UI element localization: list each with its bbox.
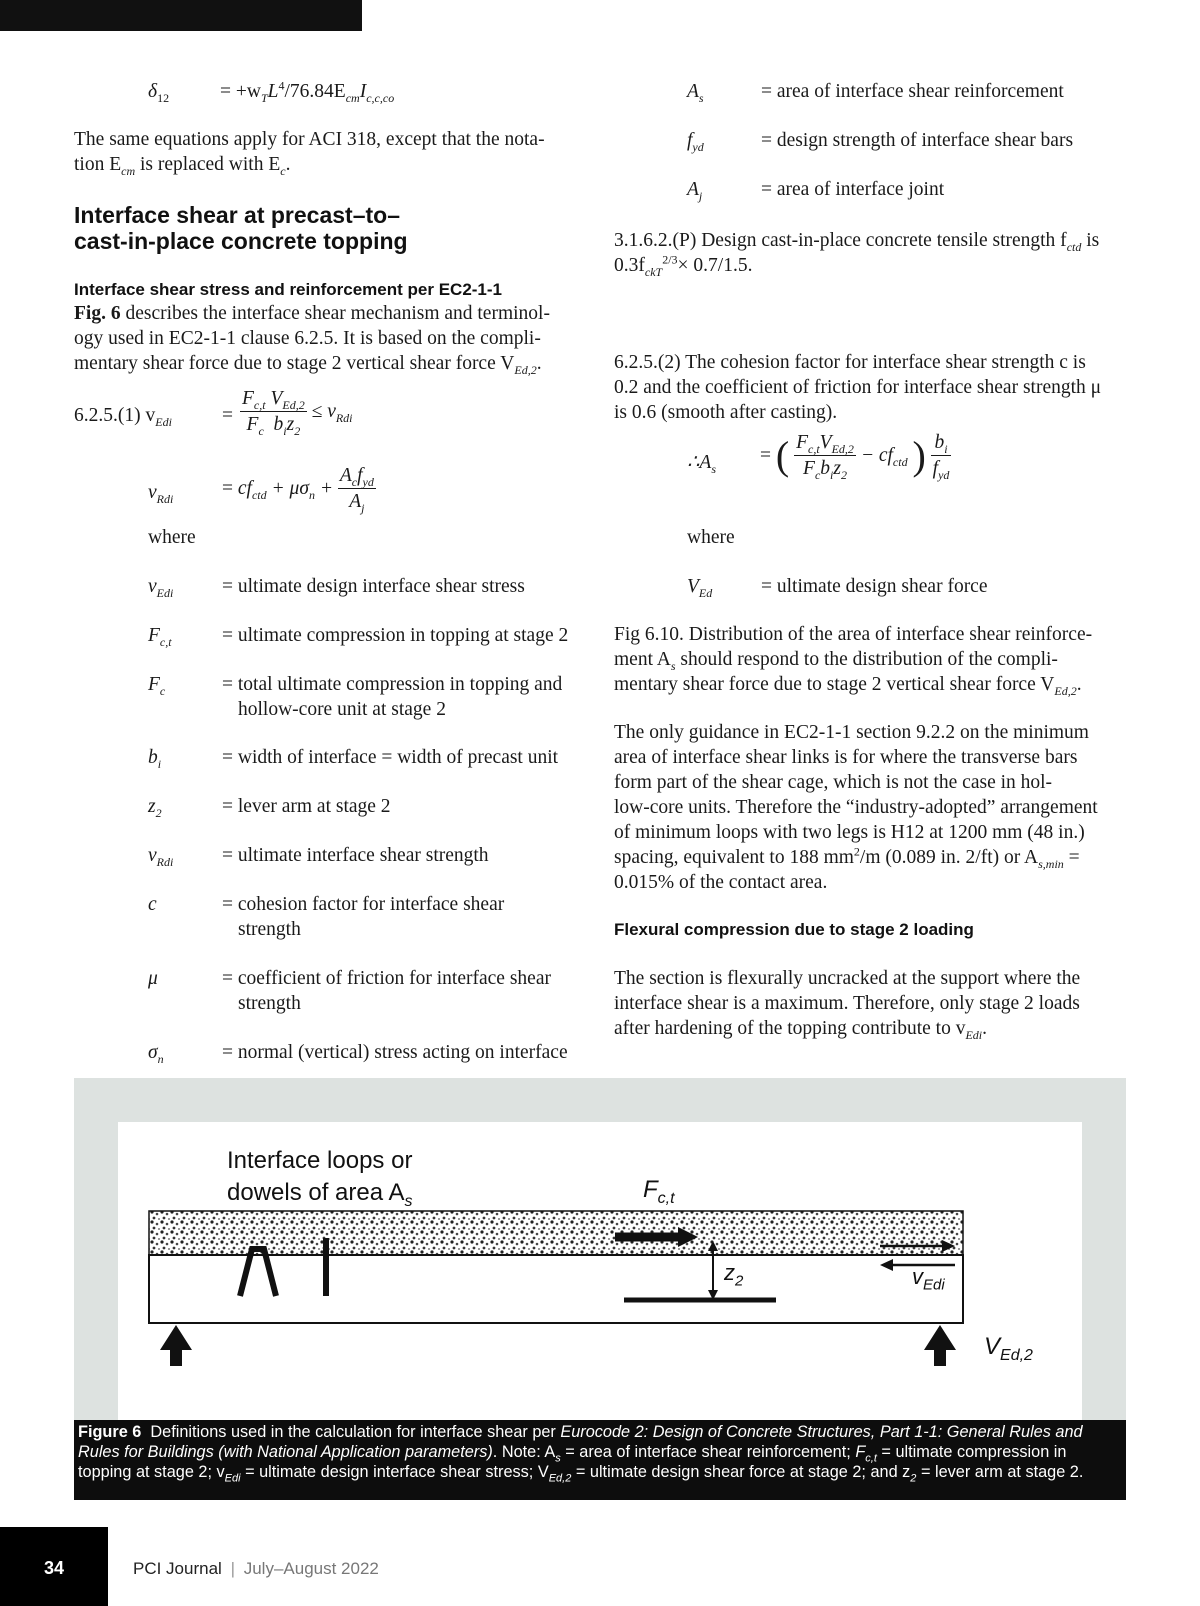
para-guidance: The only guidance in EC2-1-1 section 9.2.2 on the minimum area of interface shear links is for where the transverse bars form part of the shear cage, which is not the case in hol- low-core units. Therefore the “industry-adopted” arrangement of minimum loops with two legs is H12 at 1200 mm (48 in.) spacing, equivalent to 188 $mm^2/m$ (0.089 in. 2/ft) or $A_{s,min}$ = 0.015% of the contact area. [614, 722, 1098, 893]
label-ved2: $V_{Ed,2}$ [984, 1333, 1033, 1364]
topping-layer [149, 1211, 963, 1255]
eq1-formula: $\frac{F_{c,t} V_{Ed,2}}{F_c b_iz_2}$ ≤ $v_{Rdi}$ [242, 388, 353, 438]
para-fig6: Fig. 6 describes the interface shear mechanism and terminol- ogy used in EC2-1-1 clause 6.2.5. It is based on the compli- mentary shear force due to stage 2 vertical shear force $V_{Ed,2}$. [74, 303, 550, 377]
para-3116: 3.1.6.2.(P) Design cast-in-place concrete tensile strength $f_{ctd}$ is $0.3f_{ckT}^{2/3}\times 0.7/1.5$. [614, 230, 1100, 279]
eq3-label: $\therefore A_s$ [687, 452, 716, 476]
right-support-arrow [924, 1325, 956, 1366]
figure-caption: Figure 6 Definitions used in the calculation for interface shear per Eurocode 2: Design of Concrete Structures, Part 1-1: General Rules and Rules for Buildings (with National Application parameters). Note: $A_s$ = area of interface shear reinforcement; $F_{c,t}$ = ultimate compression in topping at stage 2; $v_{Edi}$ = ultimate design interface shear stress; $V_{Ed,2}$ = ultimate design shear force at stage 2; and $z_2$ = lever arm at stage 2. [74, 1420, 1126, 1500]
eq2-label: $v_{Rdi}$ [148, 482, 174, 506]
label-interface-loops: Interface loops or dowels of area $A_s$ [227, 1147, 413, 1210]
para-flexural: The section is flexurally uncracked at the support where the interface shear is a maximum. Therefore, only stage 2 loads after hardening of the topping contribute to $v_{Edi}$. [614, 968, 1081, 1042]
where-left: where [148, 527, 196, 548]
eq3-formula: = ( $\frac{F_{c,t}V_{Ed,2}}{F_cb_iz_2}$ − $cf_{ctd}$ ) $\frac{b_i}{f_{yd}}$ [760, 432, 950, 482]
left-support-arrow [160, 1325, 192, 1366]
section-heading: Interface shear at precast–to– cast-in-place concrete topping [74, 202, 408, 254]
eq2-formula: = $cf_{ctd} + \mu\sigma_n$ + $\frac{A_cf_{yd}}{A_j}$ [222, 465, 374, 515]
fig6-ref[interactable]: Fig. 6 [74, 303, 121, 324]
para-fig610: Fig 6.10. Distribution of the area of interface shear reinforce- ment $A_s$ should respond to the distribution of the compli- mentary shear force due to stage 2 vertical shear force $V_{Ed,2}$. [614, 624, 1093, 698]
def-ved-text: = ultimate design shear force [761, 576, 988, 597]
page-number-block [0, 1527, 108, 1606]
footer-journal: PCI Journal | July–August 2022 [133, 1559, 379, 1578]
eq1-label: 6.2.5.(1) $v_{Edi}$ [74, 405, 172, 429]
eq1-equals: = [222, 405, 233, 426]
para-aci: The same equations apply for ACI 318, except that the nota- tion $E_{cm}$ is replaced with $E_c$. [74, 129, 545, 178]
label-vedi: $v_{Edi}$ [912, 1264, 945, 1294]
subheading-ec2: Interface shear stress and reinforcement per EC2-1-1 [74, 280, 503, 299]
def-ved: $V_{Ed}$ [687, 576, 713, 600]
label-z2: $z_2$ [724, 1260, 744, 1290]
label-fct: $F_{c,t}$ [643, 1176, 675, 1207]
where-right: where [687, 527, 735, 548]
delta-equation: $\delta_{12}$ = $+w_TL^4/76.84E_{cm}I_{c,c,co}$ [148, 78, 395, 105]
page-number: 34 [44, 1558, 65, 1578]
subheading-flexural: Flexural compression due to stage 2 loading [614, 920, 974, 939]
para-6252: 6.2.5.(2) The cohesion factor for interface shear strength c is 0.2 and the coefficient of friction for interface shear strength μ is 0.6 (smooth after casting). [614, 352, 1102, 423]
